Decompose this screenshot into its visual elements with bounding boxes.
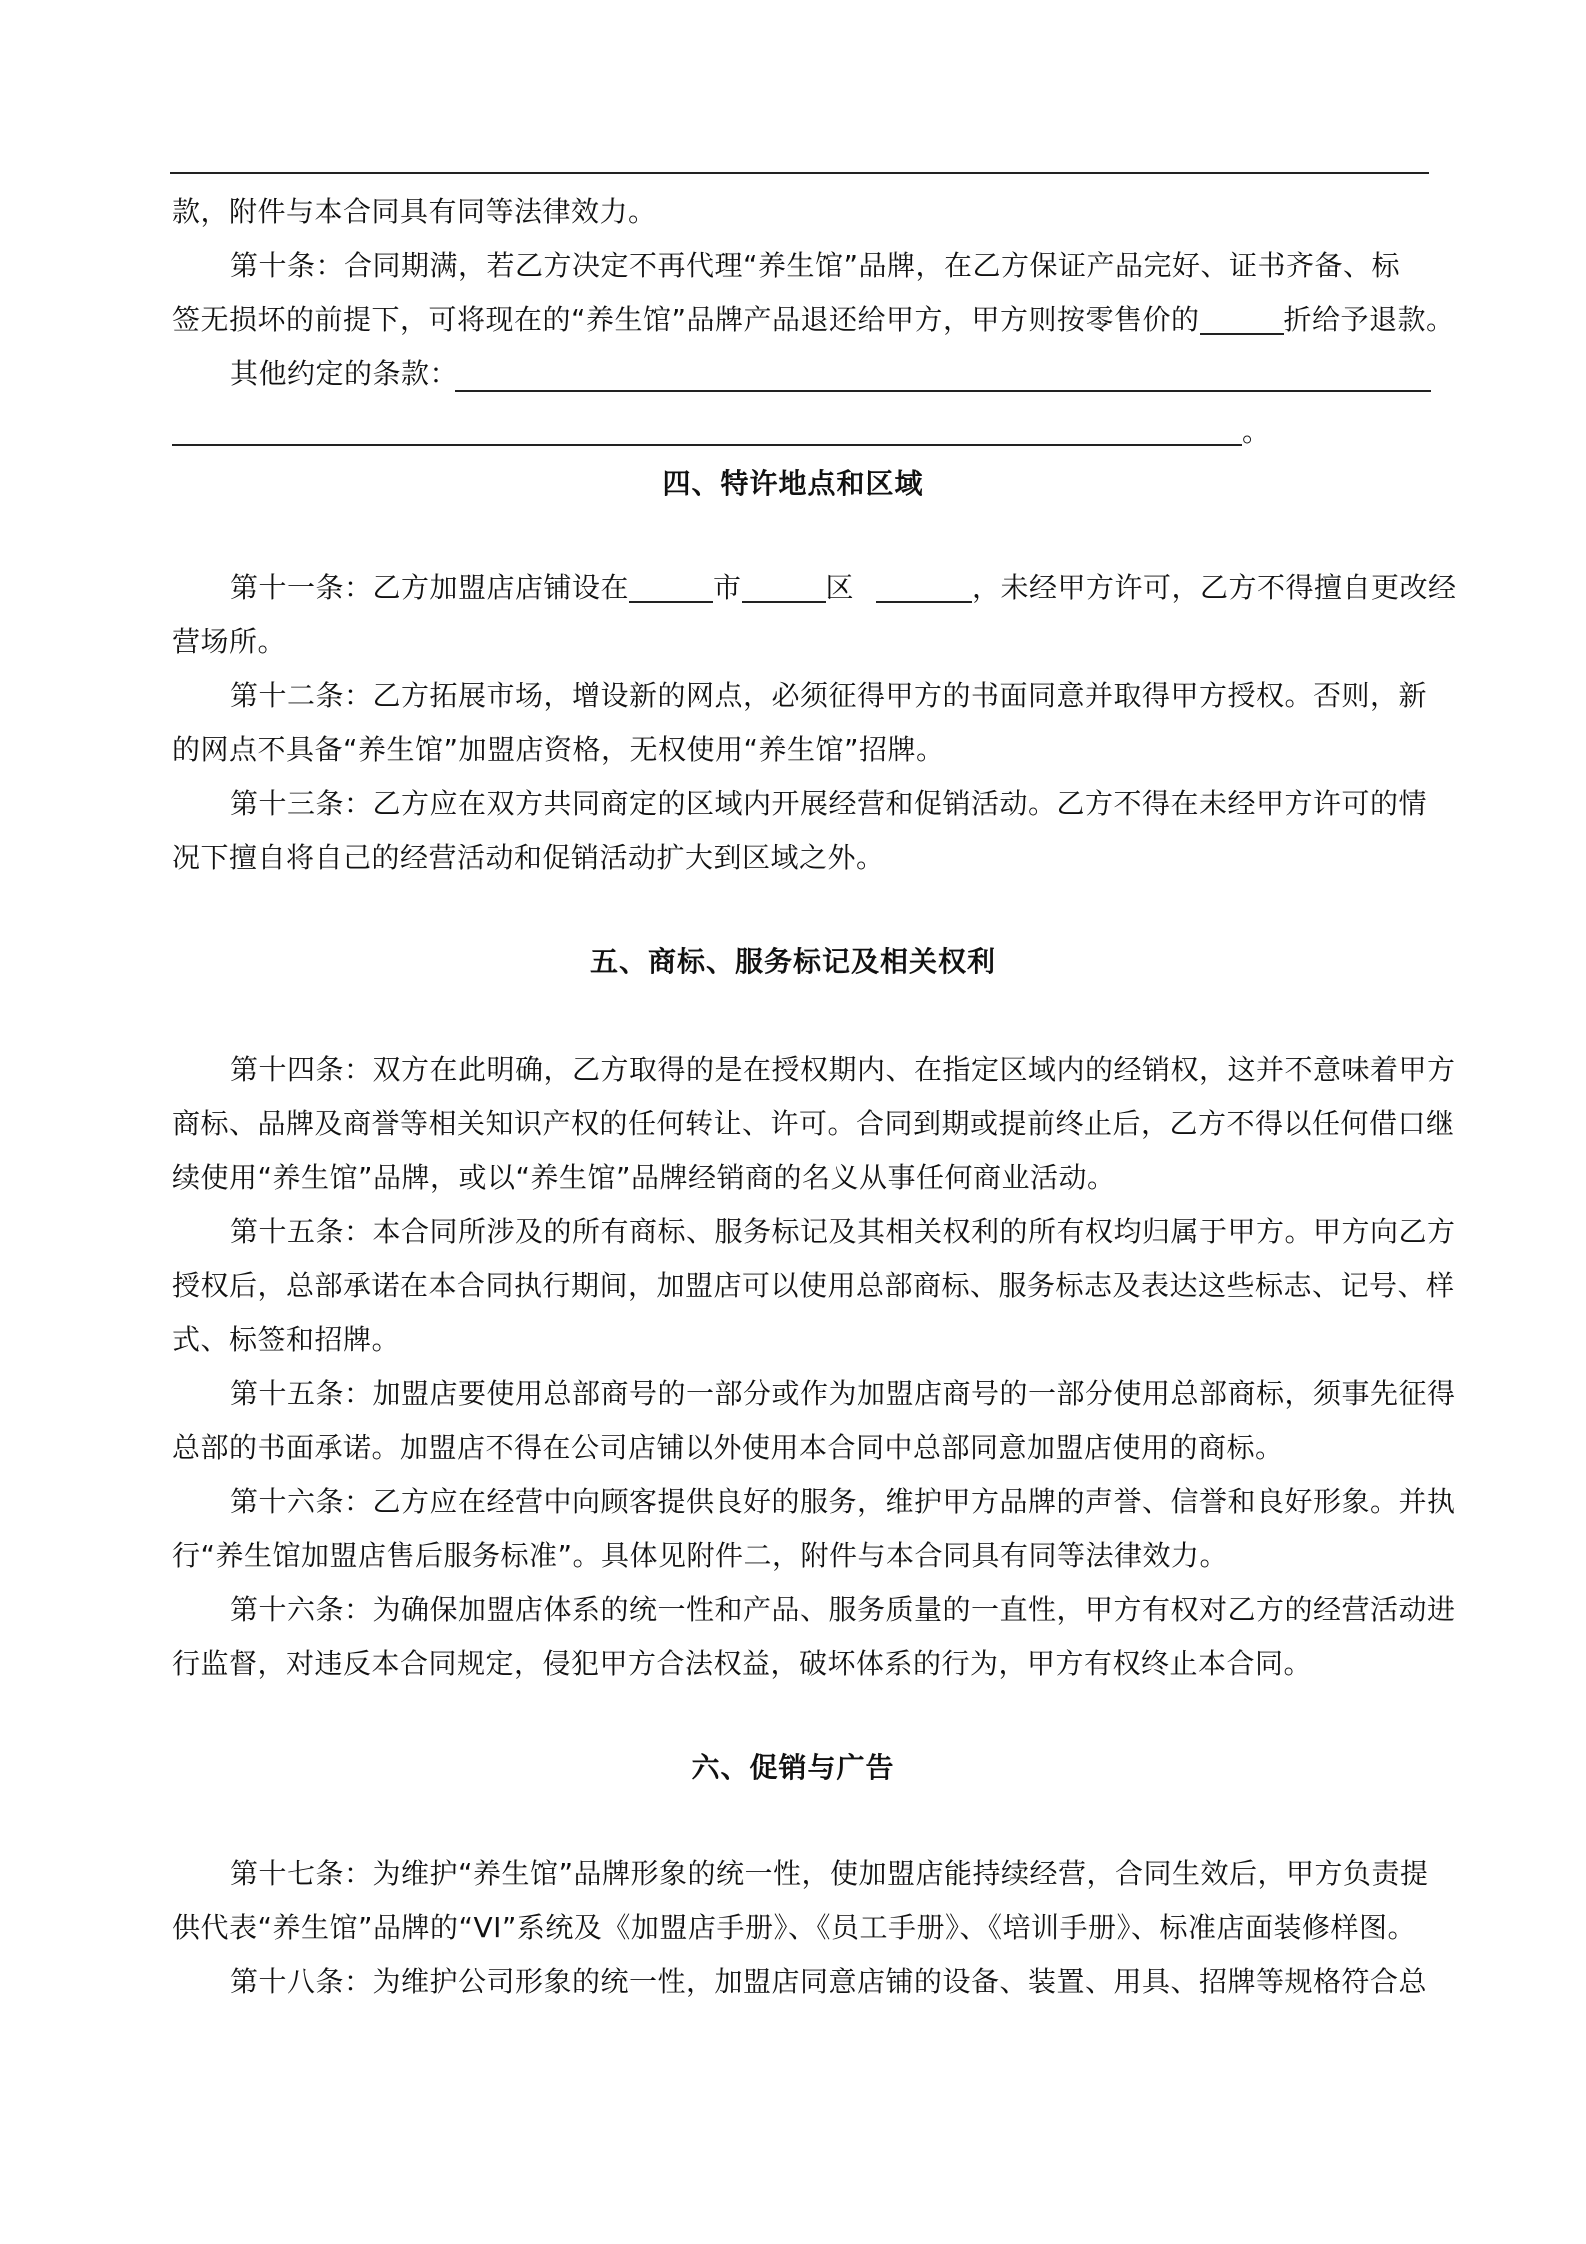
text-segment: 签无损坏的前提下，可将现在的“养生馆”品牌产品退还给甲方，甲方则按零售价的 [172, 303, 1200, 336]
clause-10-line-2 [172, 300, 1455, 340]
district-blank [742, 571, 826, 603]
city-blank [629, 571, 713, 603]
text-segment: 折给予退款。 [1283, 303, 1455, 336]
clause-14-line-3: 续使用“养生馆”品牌，或以“养生馆”品牌经销商的名义从事任何商业活动。 [172, 1161, 1116, 1194]
clause-12-line-2: 的网点不具备“养生馆”加盟店资格，无权使用“养生馆”招牌。 [172, 733, 945, 766]
clause-17-line-2: 供代表“养生馆”品牌的“VI”系统及《加盟店手册》、《员工手册》、《培训手册》、标准店面装修样图。 [172, 1911, 1416, 1944]
clause-17-line-1: 第十七条：为维护“养生馆”品牌形象的统一性，使加盟店能持续经营，合同生效后，甲方负责提 [230, 1857, 1429, 1890]
other-terms-blank-2 [172, 444, 1242, 446]
clause-15b-line-2: 总部的书面承诺。加盟店不得在公司店铺以外使用本合同中总部同意加盟店使用的商标。 [172, 1431, 1284, 1464]
clause-13-line-1: 第十三条：乙方应在双方共同商定的区域内开展经营和促销活动。乙方不得在未经甲方许可的情 [230, 787, 1428, 820]
clause-16b-line-2: 行监督，对违反本合同规定，侵犯甲方合法权益，破坏体系的行为，甲方有权终止本合同。 [172, 1647, 1313, 1680]
other-terms-blank-1 [455, 390, 1431, 392]
clause-16b-line-1: 第十六条：为确保加盟店体系的统一性和产品、服务质量的一直性，甲方有权对乙方的经营活动进 [230, 1593, 1456, 1626]
other-terms-label: 其他约定的条款： [230, 357, 459, 390]
text-line: 。 [1242, 415, 1271, 448]
clause-15-line-3: 式、标签和招牌。 [172, 1323, 401, 1356]
clause-11-line-1 [230, 568, 1490, 608]
address-blank [876, 571, 972, 603]
section-heading-5: 五、商标、服务标记及相关权利 [589, 945, 996, 978]
text-segment: 第十一条：乙方加盟店店铺设在 [230, 571, 630, 604]
clause-15-line-1: 第十五条：本合同所涉及的所有商标、服务标记及其相关权利的所有权均归属于甲方。甲方向乙方 [230, 1215, 1456, 1248]
section-heading-4: 四、特许地点和区域 [662, 467, 924, 500]
clause-14-line-1: 第十四条：双方在此明确，乙方取得的是在授权期内、在指定区域内的经销权，这并不意味着甲方 [230, 1053, 1456, 1086]
clause-16-line-1: 第十六条：乙方应在经营中向顾客提供良好的服务，维护甲方品牌的声誉、信誉和良好形象。并执 [230, 1485, 1456, 1518]
clause-10-line-1: 第十条：合同期满，若乙方决定不再代理“养生馆”品牌，在乙方保证产品完好、证书齐备、标 [230, 249, 1401, 282]
section-heading-6: 六、促销与广告 [691, 1751, 895, 1784]
text-line: 款，附件与本合同具有同等法律效力。 [172, 195, 657, 228]
clause-11-line-2: 营场所。 [172, 625, 287, 658]
clause-14-line-2: 商标、品牌及商誉等相关知识产权的任何转让、许可。合同到期或提前终止后，乙方不得以任何借口继 [172, 1107, 1455, 1140]
discount-blank [1200, 303, 1284, 335]
clause-15b-line-1: 第十五条：加盟店要使用总部商号的一部分或作为加盟店商号的一部分使用总部商标，须事先征得 [230, 1377, 1456, 1410]
clause-18-line-1: 第十八条：为维护公司形象的统一性，加盟店同意店铺的设备、装置、用具、招牌等规格符合总 [230, 1965, 1428, 1998]
clause-12-line-1: 第十二条：乙方拓展市场，增设新的网点，必须征得甲方的书面同意并取得甲方授权。否则，新 [230, 679, 1428, 712]
header-rule [170, 172, 1429, 174]
text-segment: 区 [825, 571, 855, 604]
clause-13-line-2: 况下擅自将自己的经营活动和促销活动扩大到区域之外。 [172, 841, 885, 874]
clause-15-line-2: 授权后，总部承诺在本合同执行期间，加盟店可以使用总部商标、服务标志及表达这些标志、记号、样 [172, 1269, 1455, 1302]
text-segment: 市 [713, 571, 742, 604]
clause-16-line-2: 行“养生馆加盟店售后服务标准”。具体见附件二，附件与本合同具有同等法律效力。 [172, 1539, 1229, 1572]
text-segment: ，未经甲方许可，乙方不得擅自更改经 [972, 571, 1457, 604]
